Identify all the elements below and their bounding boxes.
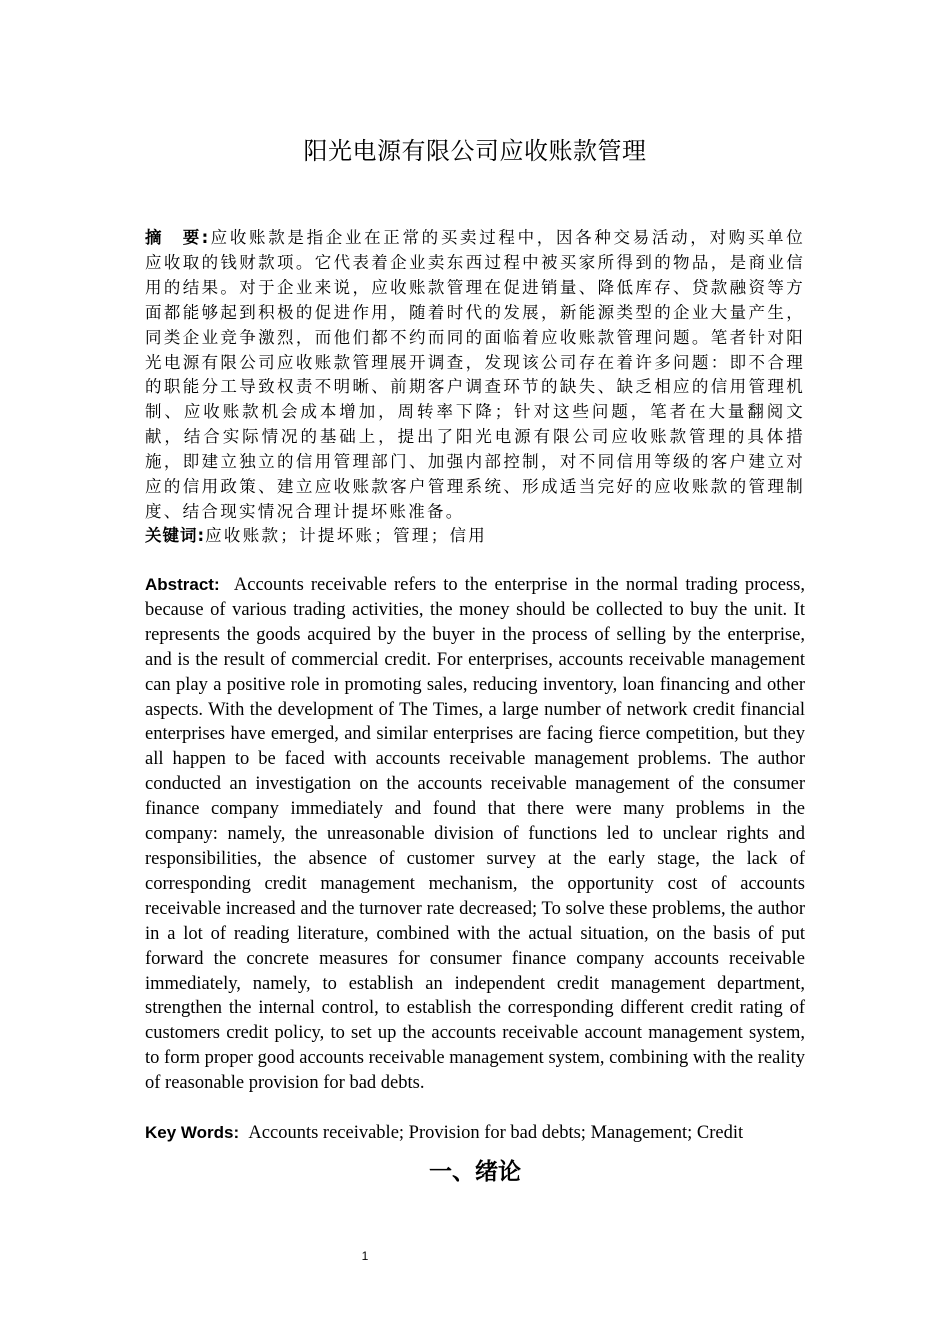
english-keywords-text: Accounts receivable; Provision for bad debts; Management; Credit <box>248 1123 744 1143</box>
english-keywords <box>145 1121 805 1146</box>
english-abstract-label: Abstract: <box>145 575 220 594</box>
chinese-keywords-label: 关键词: <box>145 526 206 545</box>
english-keywords-label: Key Words: <box>145 1123 240 1142</box>
chinese-abstract-label: 摘 要: <box>145 228 211 247</box>
page-number: 1 <box>361 1249 369 1263</box>
chinese-keywords <box>145 524 805 549</box>
section-heading: 一、绪论 <box>429 1159 521 1185</box>
document-title: 阳光电源有限公司应收账款管理 <box>303 137 647 165</box>
english-abstract-text: Accounts receivable refers to the enterprise in the normal trading process, because of various trading activities, the money should be collected to buy the unit. It represents the goods acquired by the buyer in the process of selling by the enterprise, and is the result of commercial credit. For enterprises, accounts receivable management can play a positive role in promoting sales, reducing inventory, loan financing and other aspects. With the development of The Times, a large number of network credit financial enterprises have emerged, and similar enterprises are facing fierce competition, but they all happen to be faced with accounts receivable management problems. The author conducted an investigation on the accounts receivable management of the consumer finance company immediately and found that there were many problems in the company: namely, the unreasonable division of functions led to unclear rights and responsibilities, the absence of customer survey at the early stage, the lack of corresponding credit management mechanism, the opportunity cost of accounts receivable increased and the turnover rate decreased; To solve these problems, the author in a lot of reading literature, combined with the actual situation, on the basis of put forward the concrete measures for consumer finance company accounts receivable immediately, namely, to establish an independent credit management department, strengthen the internal control, to establish the corresponding different credit rating of customers credit policy, to set up the accounts receivable account management system, to form proper good accounts receivable management system, combining with the reality of reasonable provision for bad debts. <box>145 575 805 1094</box>
chinese-abstract-text: 应收账款是指企业在正常的买卖过程中，因各种交易活动，对购买单位应收取的钱财款项。它代表着企业卖东西过程中被买家所得到的物品，是商业信用的结果。对于企业来说，应收账款管理在促进销量、降低库存、贷款融资等方面都能够起到积极的促进作用，随着时代的发展，新能源类型的企业大量产生，同类企业竞争激烈，而他们都不约而同的面临着应收账款管理问题。笔者针对阳光电源有限公司应收账款管理展开调查，发现该公司存在着许多问题：即不合理的职能分工导致权责不明晰、前期客户调查环节的缺失、缺乏相应的信用管理机制、应收账款机会成本增加，周转率下降；针对这些问题，笔者在大量翻阅文献，结合实际情况的基础上，提出了阳光电源有限公司应收账款管理的具体措施，即建立独立的信用管理部门、加强内部控制，对不同信用等级的客户建立对应的信用政策、建立应收账款客户管理系统、形成适当完好的应收账款的管理制度、结合现实情况合理计提坏账准备。 <box>145 228 805 521</box>
english-abstract <box>145 573 805 1096</box>
chinese-abstract <box>145 226 805 525</box>
chinese-keywords-text: 应收账款；计提坏账；管理；信用 <box>205 526 488 545</box>
